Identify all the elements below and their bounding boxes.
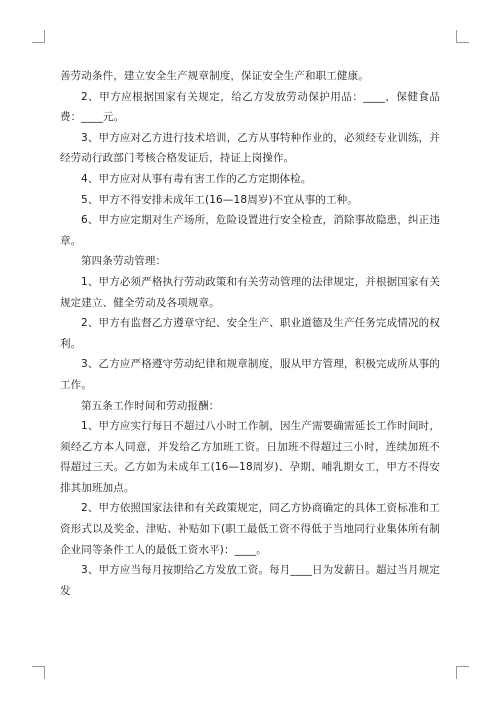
paragraph: 5、甲方不得安排未成年工(16—18周岁)不宜从事的工种。 xyxy=(81,193,358,206)
section-heading: 第五条工作时间和劳动报酬： xyxy=(81,399,220,412)
paragraph: 1、甲方必须严格执行劳动政策和有关劳动管理的法律规定，并根据国家有关规定建立、健全劳动及各项规章。 xyxy=(60,275,440,309)
paragraph: 善劳动条件，建立安全生产规章制度，保证安全生产和职工健康。 xyxy=(60,70,369,82)
paragraph: 2、甲方应根据国家有关规定，给乙方发放劳动保护用品：____，保健食品费：____元。 xyxy=(60,90,440,124)
crop-mark-bottom-right xyxy=(456,666,469,679)
crop-mark-bottom-left xyxy=(32,666,45,679)
section-heading: 第四条劳动管理： xyxy=(81,255,167,268)
crop-mark-top-left xyxy=(32,30,45,43)
document-body xyxy=(60,66,440,601)
paragraph: 4、甲方应对从事有毒有害工作的乙方定期体检。 xyxy=(81,172,312,185)
paragraph: 2、甲方有监督乙方遵章守纪、安全生产、职业道德及生产任务完成情况的权利。 xyxy=(60,317,440,350)
paragraph: 3、乙方应严格遵守劳动纪律和规章制度，服从甲方管理，积极完成所从事的工作。 xyxy=(60,358,440,391)
paragraph: 3、甲方应对乙方进行技术培训，乙方从事特种作业的，必须经专业训练，并经劳动行政部门考核合格发证后，持证上岗操作。 xyxy=(60,131,440,165)
paragraph: 1、甲方应实行每日不超过八小时工作制，因生产需要确需延长工作时间时，须经乙方本人同意，并发给乙方加班工资。日加班不得超过三小时，连续加班不得超过三天。乙方如为未成年工(16—18周岁)、孕期、哺乳期女工，甲方不得安排其加班加点。 xyxy=(60,420,440,494)
paragraph: 6、甲方应定期对生产场所，危险设置进行安全检查，消除事故隐患，纠正违章。 xyxy=(60,214,440,247)
paragraph: 3、甲方应当每月按期给乙方发放工资。每月____日为发薪日。超过当月规定发 xyxy=(60,564,440,597)
paragraph: 2、甲方依照国家法律和有关政策规定，同乙方协商确定的具体工资标准和工资形式以及奖金、津贴、补贴如下(职工最低工资不得低于当地同行业集体所有制企业同等条件工人的最低工资水平)：____。 xyxy=(60,502,440,556)
crop-mark-top-right xyxy=(456,30,469,43)
